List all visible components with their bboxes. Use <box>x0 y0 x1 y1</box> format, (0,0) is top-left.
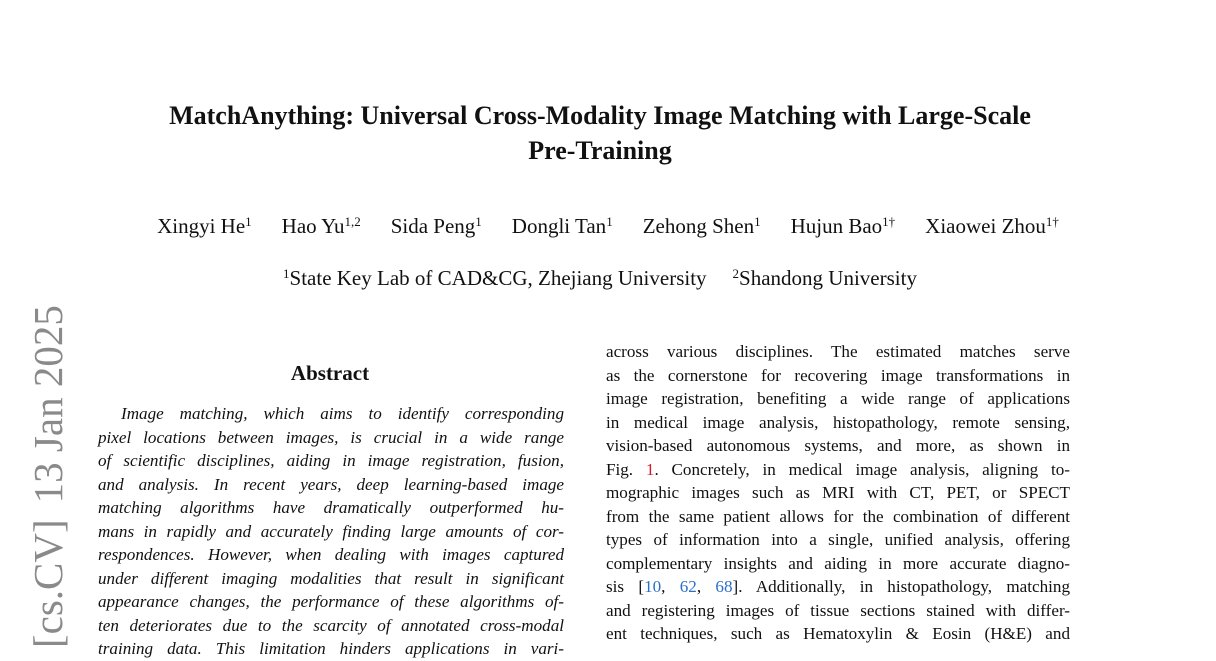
author <box>391 212 482 240</box>
body-line: image registration, benefiting a wide range of applications <box>606 389 1070 408</box>
body-line: vision-based autonomous systems, and more, as shown in <box>606 436 1070 455</box>
abstract-line: of scientific disciplines, aiding in image registration, fusion, <box>98 451 564 470</box>
affiliation-mark: 2 <box>732 266 740 281</box>
body-text: Fig. <box>606 459 634 479</box>
author-name: Xingyi He <box>157 214 246 238</box>
abstract-line: mans in rapidly and accurately finding large amounts of cor- <box>98 521 564 541</box>
abstract-heading: Abstract <box>290 361 370 385</box>
author-affiliation-mark: 1 <box>754 214 761 229</box>
body-line: in medical image analysis, histopathology, remote sensing, <box>606 412 1070 432</box>
body-text: . Concretely, in medical image analysis, aligning to- <box>654 459 1070 479</box>
body-line <box>606 458 1070 482</box>
arxiv-date: 13 Jan 2025 <box>25 305 71 504</box>
abstract-line: appearance changes, the performance of these algorithms of- <box>98 592 564 611</box>
author-name: Sida Peng <box>390 214 476 238</box>
author-name: Xiaowei Zhou <box>925 214 1046 238</box>
body-line: mographic images such as MRI with CT, PET, or SPECT <box>606 483 1070 502</box>
author <box>791 212 896 240</box>
affiliation <box>733 264 917 292</box>
affiliation-name: State Key Lab of CAD&CG, Zhejiang University <box>289 266 707 290</box>
citation-link[interactable]: 10 <box>644 577 662 596</box>
author-name: Hujun Bao <box>790 214 883 238</box>
author-affiliation-mark: 1 <box>245 214 252 229</box>
affiliation-mark: 1 <box>283 266 290 281</box>
abstract-text <box>98 402 564 661</box>
author-affiliation-mark: 1† <box>1045 214 1059 229</box>
body-text: ]. Additionally, in histopathology, matching <box>732 577 1070 596</box>
arxiv-side-stamp <box>25 305 71 648</box>
body-line: complementary insights and aiding in more accurate diagno- <box>606 553 1070 573</box>
title-line-2: Pre-Training <box>528 136 672 165</box>
body-line: types of information into a single, unified analysis, offering <box>606 530 1070 549</box>
author <box>643 212 761 240</box>
abstract-line: Image matching, which aims to identify corresponding <box>121 404 564 423</box>
author-name: Zehong Shen <box>642 214 755 238</box>
author <box>512 212 613 240</box>
author <box>157 212 252 240</box>
title-line-1: MatchAnything: Universal Cross-Modality Image Matching with Large-Scale <box>169 101 1031 130</box>
body-line: across various disciplines. The estimated matches serve <box>606 342 1070 361</box>
body-line <box>606 575 1070 599</box>
body-line: as the cornerstone for recovering image transformations in <box>606 365 1070 385</box>
citation-link[interactable]: 68 <box>715 577 733 596</box>
abstract-line: pixel locations between images, is crucial in a wide range <box>98 427 564 447</box>
body-line: from the same patient allows for the combination of different <box>606 506 1070 526</box>
author-affiliation-mark: 1,2 <box>344 214 361 229</box>
body-column-right <box>606 340 1070 646</box>
author-name: Hao Yu <box>281 214 345 238</box>
abstract-line: respondences. However, when dealing with images captured <box>98 545 564 564</box>
body-line: ent techniques, such as Hematoxylin & Eosin (H&E) and <box>606 624 1070 643</box>
body-text: , <box>696 577 716 596</box>
figure-link[interactable]: 1 <box>645 459 655 479</box>
body-line: and registering images of tissue sections stained with differ- <box>606 600 1070 620</box>
affiliation <box>283 264 707 292</box>
author-affiliation-mark: 1 <box>475 214 482 229</box>
citation-link[interactable]: 62 <box>679 577 697 596</box>
abstract-line: matching algorithms have dramatically outperformed hu- <box>98 498 564 517</box>
author <box>282 212 361 240</box>
author-affiliation-mark: 1 <box>606 214 613 229</box>
abstract-line: training data. This limitation hinders applications in vari- <box>98 639 564 658</box>
author-affiliation-mark: 1† <box>882 214 896 229</box>
abstract-line: ten deteriorates due to the scarcity of annotated cross-modal <box>98 615 564 635</box>
affiliation-name: Shandong University <box>739 266 917 290</box>
abstract-line: under different imaging modalities that result in significant <box>98 568 564 588</box>
paper-title <box>100 98 1100 168</box>
body-text: , <box>661 577 680 596</box>
body-text: sis [ <box>606 577 645 596</box>
author <box>925 212 1059 240</box>
arxiv-category: [cs.CV] <box>25 519 71 648</box>
affiliation-list <box>0 264 1200 292</box>
author-name: Dongli Tan <box>511 214 607 238</box>
author-list <box>0 212 1216 240</box>
abstract-line: and analysis. In recent years, deep learning-based image <box>98 474 564 494</box>
